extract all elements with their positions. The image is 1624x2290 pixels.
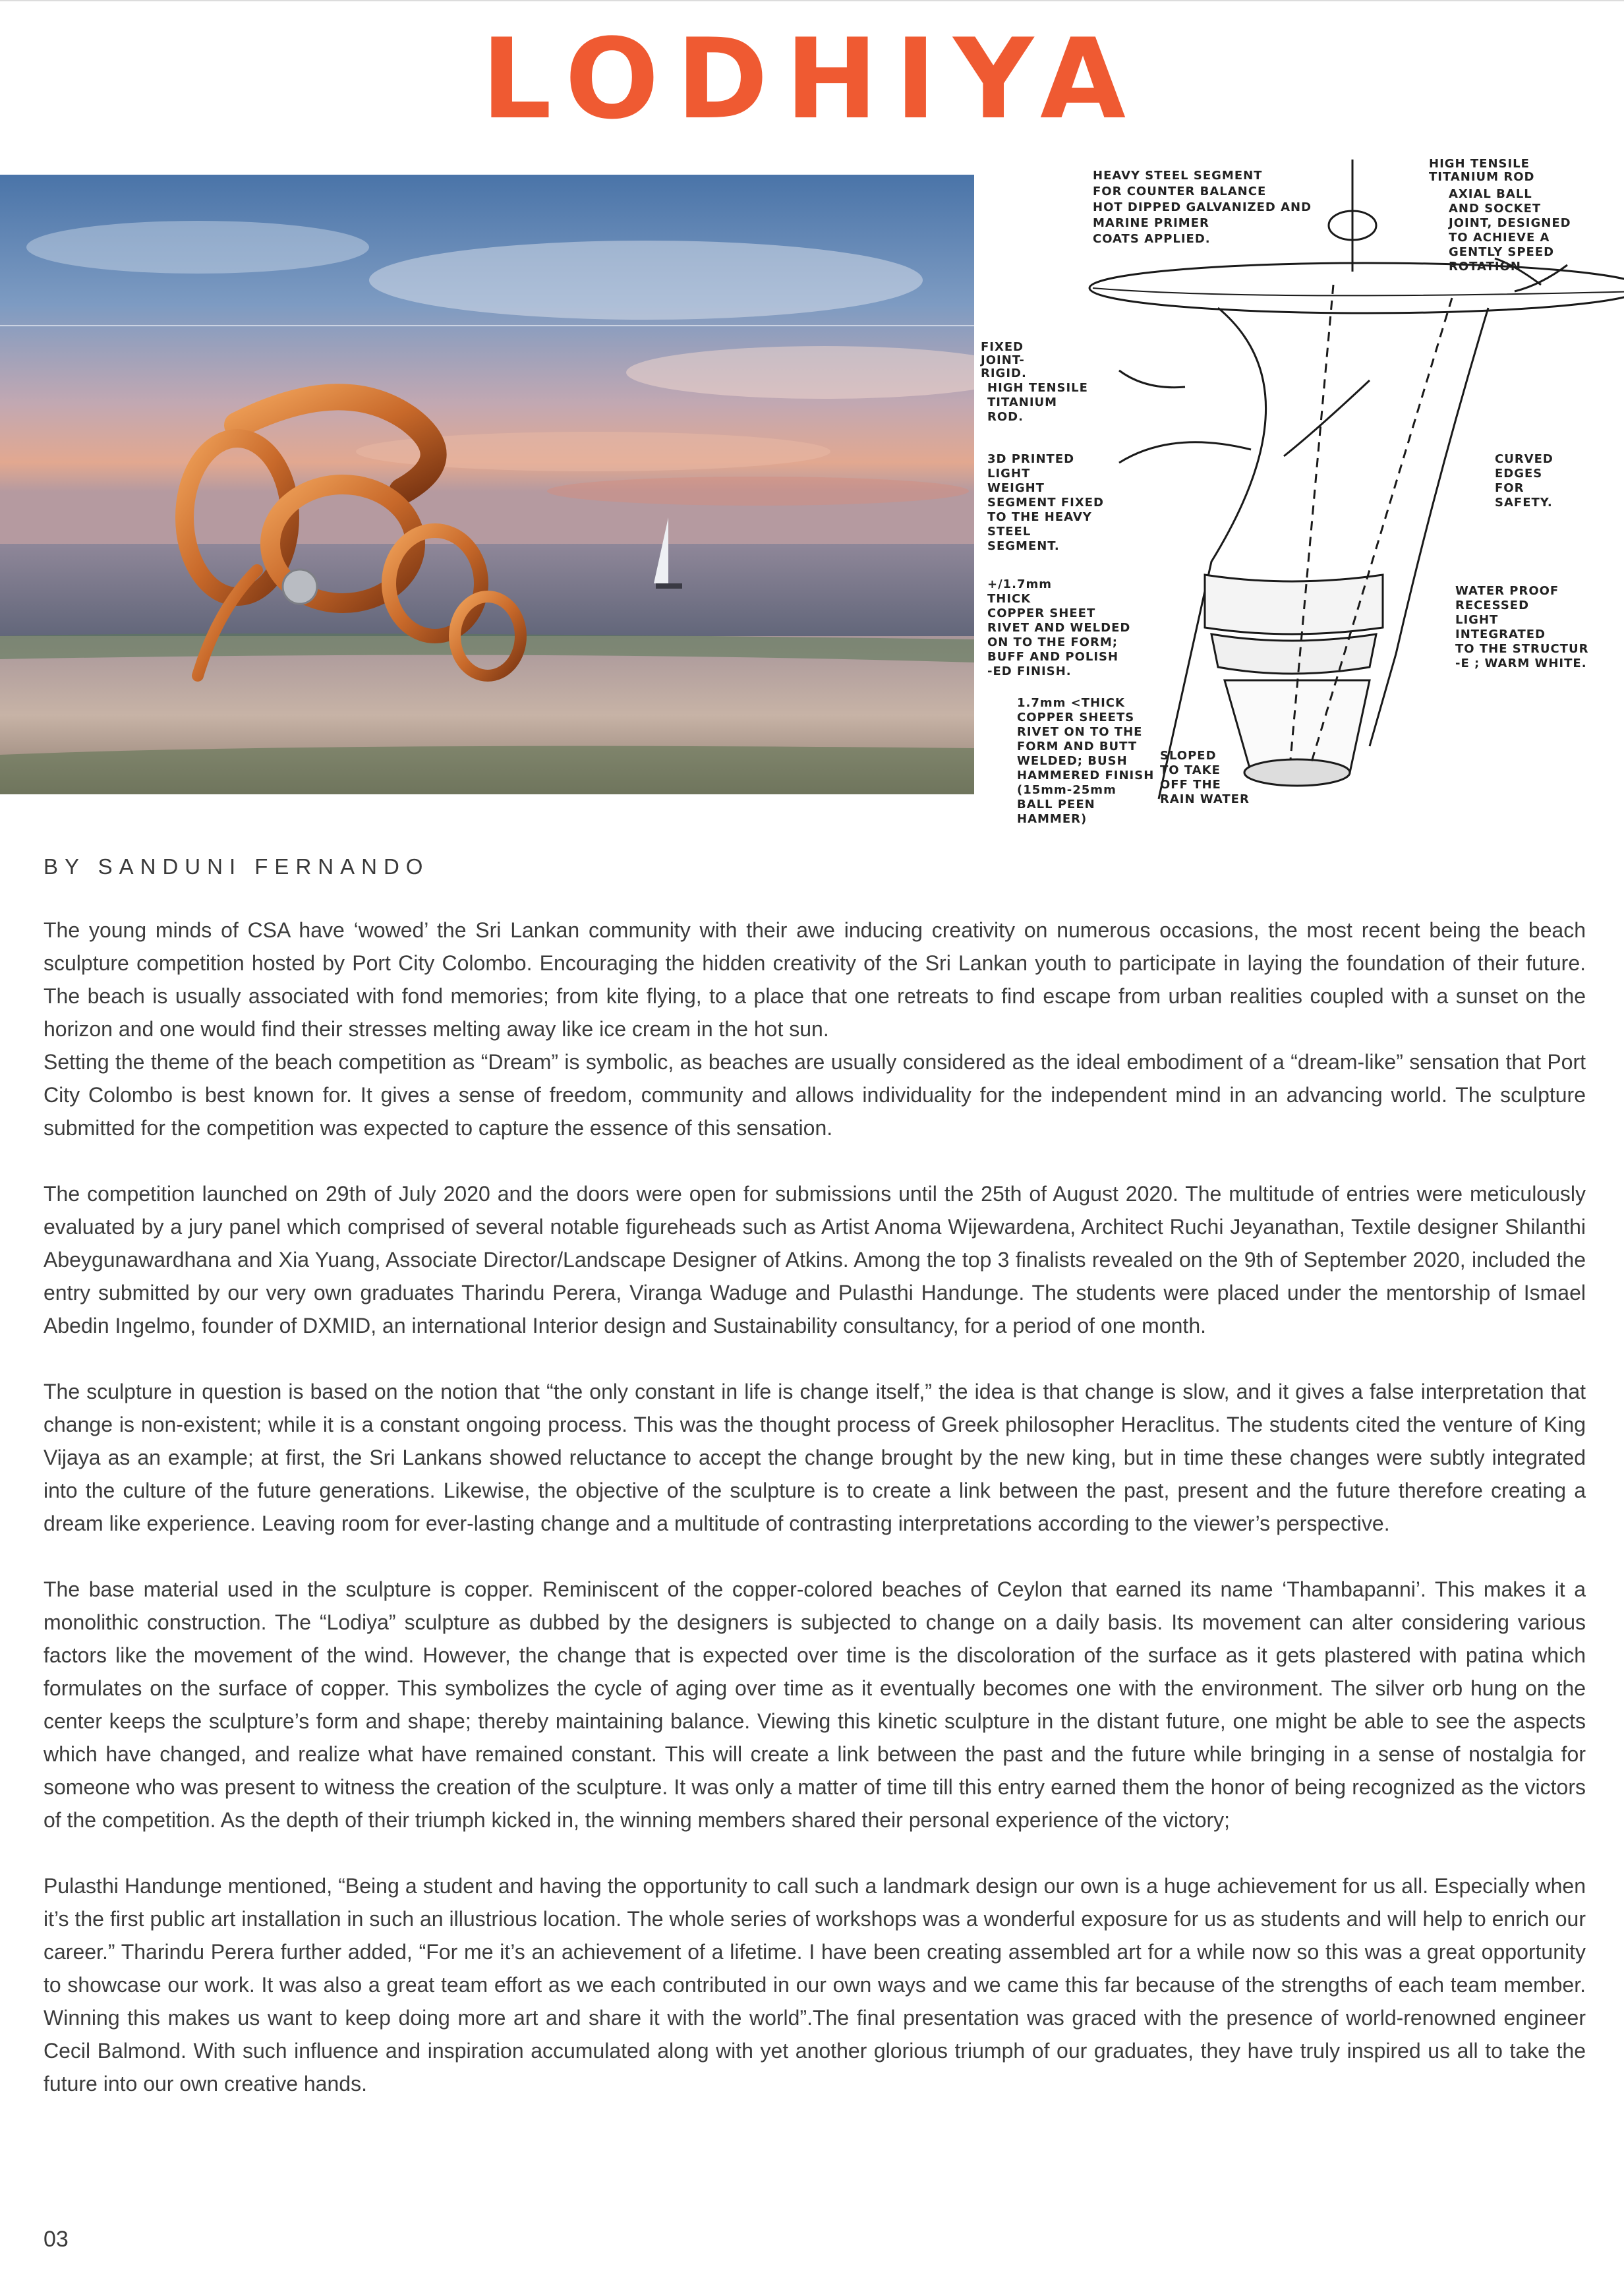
page-title: LODHIYA [480, 15, 1144, 144]
article-paragraph: Pulasthi Handunge mentioned, “Being a student and having the opportunity to call such a landmark design our own is a huge achievement for us all. Especially when it’s the first public art installation in such an illustrious location. The whole series of workshops was a wonderful exposure for us as students and will help to enrich our career.” Tharindu Perera further added, “For me it’s an achievement of a lifetime. I have been creating assembled art for a while now so this was a great opportunity to showcase our work. It was also a great team effort as we each contributed in our own ways and we came this far because of the strengths of each team member. Winning this makes us want to keep doing more art and share it with the world”.The final presentation was graced with the presence of world-renowned engineer Cecil Balmond. With such influence and inspiration accumulated along with yet another glorious triumph of our graduates, they have truly inspired us all to take the future into our own creative hands. [44, 1874, 1586, 2096]
article-paragraph: The sculpture in question is based on the notion that “the only constant in life is change itself,” the idea is that change is slow, and it gives a false interpretation that change is non-existent; while it is a constant ongoing process. This was the thought process of Greek philosopher Heraclitus. The students cited the venture of King Vijaya as an example; at first, the Sri Lankans showed reluctance to accept the change brought by the new king, but in time these changes were subtly integrated into the culture of the future generations. Likewise, the objective of the sculpture is to create a link between the past, present and the future therefore creating a dream like experience. Leaving room for ever-lasting change and a multitude of contrasting interpretations according to the viewer’s perspective. [44, 1380, 1586, 1535]
sculpture-sketch-diagram [974, 153, 1624, 844]
article-body [44, 914, 1586, 2100]
article-paragraph: The base material used in the sculpture is copper. Reminiscent of the copper-colored beaches of Ceylon that earned its name ‘Thambapanni’. This makes it a monolithic construction. The “Lodiya” sculpture as dubbed by the designers is subjected to change on a daily basis. Its movement can alter considering various factors like the movement of the wind. However, the change that is expected over time is the discoloration of the surface as it gets plastered with patina which formulates on the surface of copper. This symbolizes the cycle of aging over time as it eventually becomes one with the environment. The silver orb hung on the center keeps the sculpture’s form and shape; thereby maintaining balance. Viewing this kinetic sculpture in the distant future, one might be able to see the aspects which have changed, and realize what have remained constant. This will create a link between the past and the future while bringing in a sense of nostalgia for someone who was present to witness the creation of the sculpture. It was only a matter of time till this entry earned them the honor of being recognized as the victors of the competition. As the depth of their triumph kicked in, the winning members shared their personal experience of the victory; [44, 1577, 1586, 1832]
author-byline: BY SANDUNI FERNANDO [44, 854, 430, 879]
annotation-axial-ball-joint: AXIAL BALL AND SOCKET JOINT, DESIGNED TO ACHIEVE A GENTLY SPEED ROTATION [1449, 187, 1571, 274]
annotation-high-tensile-left: HIGH TENSILE TITANIUM ROD. [987, 381, 1088, 424]
annotation-copper-sheet: +/1.7mm THICK COPPER SHEET RIVET AND WELDED ON TO THE FORM; BUFF AND POLISH -ED FINISH. [987, 577, 1131, 678]
annotation-high-tensile-rod: HIGH TENSILE TITANIUM ROD [1429, 157, 1535, 184]
annotation-3d-printed: 3D PRINTED LIGHT WEIGHT SEGMENT FIXED TO THE HEAVY STEEL SEGMENT. [987, 452, 1104, 553]
annotation-curved-edges: CURVED EDGES FOR SAFETY. [1495, 452, 1553, 510]
sculpture-render-image [0, 175, 974, 794]
article-paragraph: Setting the theme of the beach competition as “Dream” is symbolic, as beaches are usually considered as the ideal embodiment of a “dream-like” sensation that Port City Colombo is best known for. It gives a sense of freedom, community and allows individuality for the independent mind in an advancing world. The sculpture submitted for the competition was expected to capture the essence of this sensation. [44, 1050, 1586, 1140]
page-number: 03 [44, 2227, 69, 2252]
annotation-waterproof-light: WATER PROOF RECESSED LIGHT INTEGRATED TO THE STRUCTUR -E ; WARM WHITE. [1455, 584, 1589, 670]
annotation-heavy-steel: HEAVY STEEL SEGMENT FOR COUNTER BALANCE HOT DIPPED GALVANIZED AND MARINE PRIMER COATS APPLIED. [1093, 169, 1312, 246]
article-paragraph: The young minds of CSA have ‘wowed’ the Sri Lankan community with their awe inducing creativity on numerous occasions, the most recent being the beach sculpture competition hosted by Port City Colombo. Encouraging the hidden creativity of the Sri Lankan youth to participate in laying the foundation of their future. The beach is usually associated with fond memories; from kite flying, to a place that one retreats to find escape from urban realities coupled with a sunset on the horizon and one would find their stresses melting away like ice cream in the hot sun. [44, 918, 1586, 1041]
article-paragraph: The competition launched on 29th of July 2020 and the doors were open for submissions until the 25th of August 2020. The multitude of entries were meticulously evaluated by a jury panel which comprised of several notable figureheads such as Artist Anoma Wijewardena, Architect Ruchi Jeyanathan, Textile designer Shilanthi Abeygunawardhana and Xia Yuang, Associate Director/Landscape Designer of Atkins. Among the top 3 finalists revealed on the 9th of September 2020, included the entry submitted by our very own graduates Tharindu Perera, Viranga Waduge and Pulasthi Handunge. The students were placed under the mentorship of Ismael Abedin Ingelmo, founder of DXMID, an international Interior design and Sustainability consultancy, for a period of one month. [44, 1182, 1586, 1337]
annotation-fixed-joint: FIXED JOINT-RIGID. [981, 340, 1027, 380]
annotation-sloped: SLOPED TO TAKE OFF THE RAIN WATER [1160, 749, 1250, 806]
top-border [0, 0, 1624, 1]
annotation-copper-sheets-bottom: 1.7mm <THICK COPPER SHEETS RIVET ON TO THE FORM AND BUTT WELDED; BUSH HAMMERED FINISH (15mm-25mm BALL PEEN HAMMER) [1017, 696, 1155, 826]
